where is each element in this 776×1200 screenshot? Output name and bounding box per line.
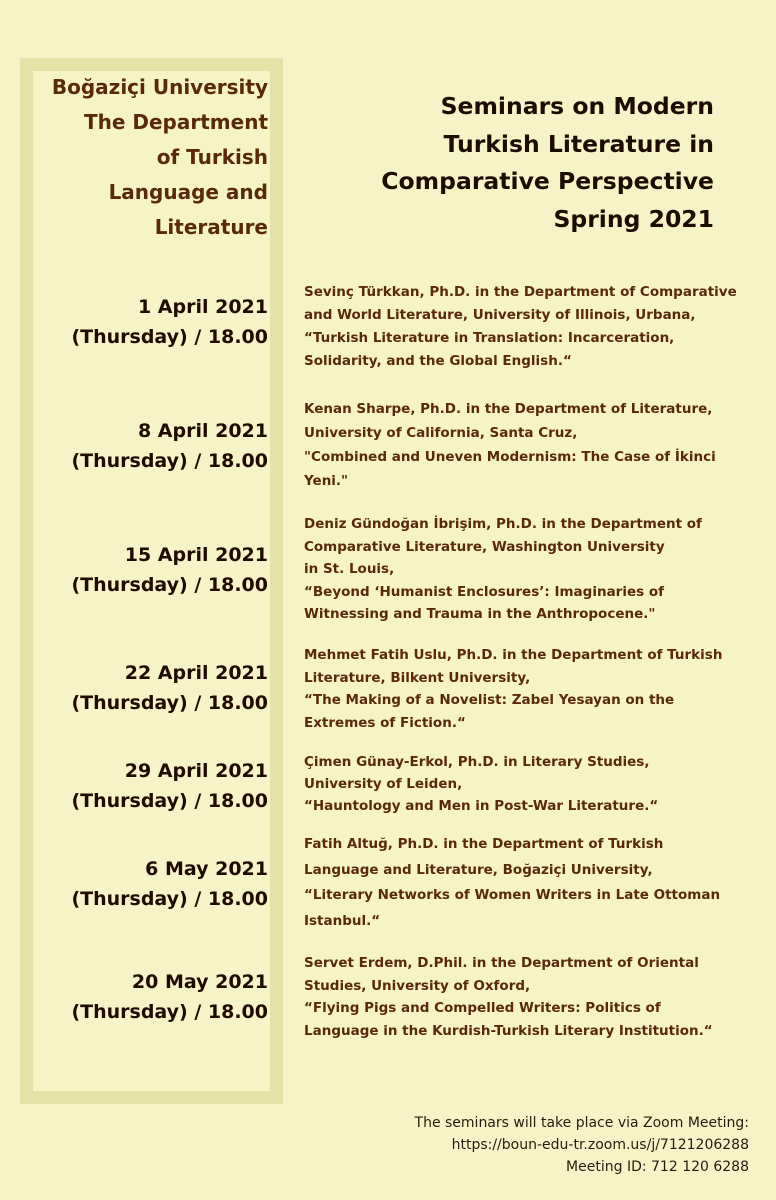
date-text: 15 April 2021 — [124, 544, 268, 566]
seminar-desc-7 — [304, 952, 764, 1042]
desc-line: “Beyond ‘Humanist Enclosures’: Imaginaries of — [304, 583, 665, 600]
desc-line: Language in the Kurdish-Turkish Literary Institution.“ — [304, 1022, 713, 1039]
date-text: 1 April 2021 — [137, 296, 268, 318]
department-line: Literature — [154, 215, 268, 239]
desc-line: Language and Literature, Boğaziçi University, — [304, 861, 653, 878]
department-line: of Turkish — [156, 145, 268, 169]
desc-line: Kenan Sharpe, Ph.D. in the Department of Literature, — [304, 401, 713, 417]
time-text: (Thursday) / 18.00 — [71, 574, 268, 596]
desc-line: in St. Louis, — [304, 561, 395, 577]
title-line: Seminars on Modern — [440, 92, 714, 120]
desc-line: Studies, University of Oxford, — [304, 977, 531, 994]
seminar-desc-4 — [304, 644, 764, 734]
desc-line: “Literary Networks of Women Writers in Late Ottoman — [304, 887, 721, 903]
date-text: 22 April 2021 — [124, 662, 268, 684]
desc-line: Istanbul.“ — [304, 912, 381, 929]
zoom-info-text: The seminars will take place via Zoom Meeting: — [414, 1115, 749, 1131]
desc-line: and World Literature, University of Illinois, Urbana, — [304, 307, 696, 323]
department-line: The Department — [83, 110, 268, 134]
seminar-date-3 — [30, 540, 268, 600]
date-text: 29 April 2021 — [124, 760, 268, 782]
desc-line: Literature, Bilkent University, — [304, 669, 531, 686]
desc-line: Solidarity, and the Global English.“ — [304, 353, 572, 369]
desc-line: Mehmet Fatih Uslu, Ph.D. in the Department of Turkish — [304, 647, 723, 663]
time-text: (Thursday) / 18.00 — [71, 326, 268, 348]
seminar-date-6 — [30, 854, 268, 914]
time-text: (Thursday) / 18.00 — [71, 1001, 268, 1023]
desc-line: "Combined and Uneven Modernism: The Case of İkinci — [304, 449, 716, 465]
seminar-date-4 — [30, 658, 268, 718]
time-text: (Thursday) / 18.00 — [71, 692, 268, 714]
seminar-date-5 — [30, 756, 268, 816]
time-text: (Thursday) / 18.00 — [71, 888, 268, 910]
seminar-date-2 — [30, 416, 268, 476]
time-text: (Thursday) / 18.00 — [71, 790, 268, 812]
desc-line: Witnessing and Trauma in the Anthropocene." — [304, 606, 656, 622]
page-title — [330, 88, 714, 238]
seminar-desc-6 — [304, 832, 764, 934]
desc-line: Fatih Altuğ, Ph.D. in the Department of Turkish — [304, 836, 664, 852]
zoom-info — [415, 1112, 749, 1178]
desc-line: Deniz Gündoğan İbrişim, Ph.D. in the Department of — [304, 516, 702, 532]
date-text: 6 May 2021 — [145, 858, 268, 880]
date-text: 20 May 2021 — [131, 971, 268, 993]
seminar-date-1 — [30, 292, 268, 352]
desc-line: “Hauntology and Men in Post-War Literature.“ — [304, 798, 659, 814]
title-line: Spring 2021 — [553, 204, 714, 233]
desc-line: Çimen Günay-Erkol, Ph.D. in Literary Studies, — [304, 754, 650, 770]
date-text: 8 April 2021 — [137, 420, 268, 442]
title-line: Comparative Perspective — [381, 167, 714, 195]
seminar-desc-5 — [304, 751, 764, 817]
seminar-desc-2 — [304, 397, 764, 493]
desc-line: Sevinç Türkkan, Ph.D. in the Department of Comparative — [304, 284, 737, 300]
department-heading — [40, 70, 268, 245]
department-line: Boğaziçi University — [51, 75, 268, 99]
desc-line: Yeni." — [304, 473, 349, 489]
time-text: (Thursday) / 18.00 — [71, 450, 268, 472]
desc-line: “Flying Pigs and Compelled Writers: Politics of — [304, 1000, 661, 1016]
department-line: Language and — [108, 180, 268, 204]
seminar-desc-1 — [304, 281, 764, 373]
desc-line: Extremes of Fiction.“ — [304, 714, 466, 731]
desc-line: “Turkish Literature in Translation: Incarceration, — [304, 330, 675, 346]
meeting-id: Meeting ID: 712 120 6288 — [566, 1159, 749, 1175]
title-line: Turkish Literature in — [443, 129, 714, 158]
desc-line: “The Making of a Novelist: Zabel Yesayan on the — [304, 692, 675, 708]
seminar-date-7 — [30, 967, 268, 1027]
desc-line: Servet Erdem, D.Phil. in the Department of Oriental — [304, 955, 699, 971]
zoom-link[interactable]: https://boun-edu-tr.zoom.us/j/7121206288 — [451, 1137, 749, 1153]
desc-line: University of Leiden, — [304, 776, 463, 792]
desc-line: University of California, Santa Cruz, — [304, 425, 578, 441]
desc-line: Comparative Literature, Washington University — [304, 538, 665, 555]
seminar-desc-3 — [304, 513, 764, 626]
